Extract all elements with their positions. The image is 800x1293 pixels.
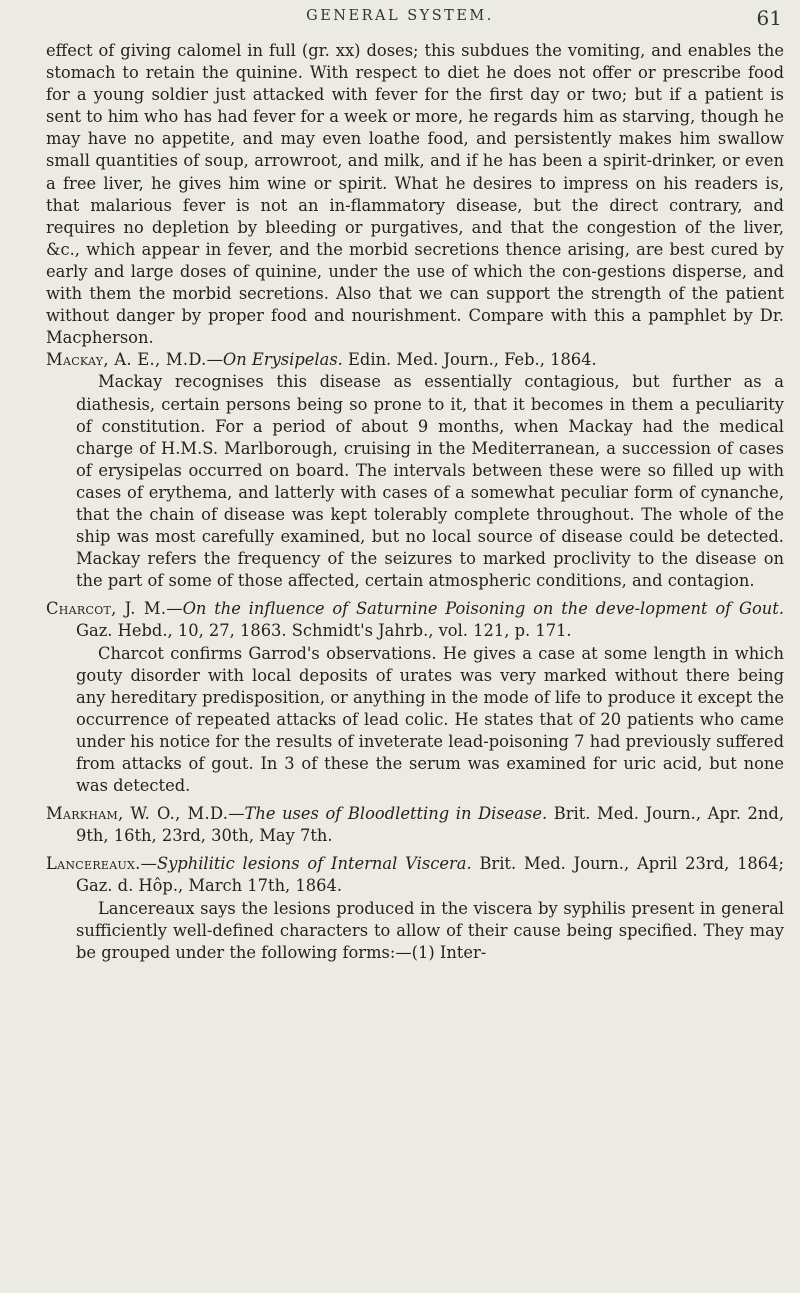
- bibliography-entry-mackay: [46, 349, 784, 592]
- entry-summary: Charcot confirms Garrod's observations. He gives a case at some length in which gouty disorder with local deposits of urates was very marked without there being any hereditary predisposition, or anything in the mode of life to produce it except the occurrence of repeated attacks of lead colic. He states that of 20 patients who came under his notice for the results of inveterate lead-poisoning 7 had previously suffered from attacks of gout. In 3 of these the serum was examined for uric acid, but none was detected.: [76, 643, 784, 796]
- entry-reference: [46, 803, 784, 847]
- entry-title: On the influence of Saturnine Poisoning on the deve-lopment of Gout.: [182, 599, 784, 619]
- entry-separator: —: [228, 804, 245, 824]
- entry-separator: —: [140, 854, 157, 874]
- entry-title: The uses of Bloodletting in Disease.: [244, 804, 548, 824]
- continuation-paragraph: effect of giving calomel in full (gr. xx) doses; this subdues the vomiting, and enables the stomach to retain the quinine. With respect to diet he does not offer or prescribe food for a young soldier just attacked with fever for the first day or two; but if a patient is sent to him who has had fever for a week or more, he regards him as starving, though he may have no appetite, and may even loathe food, and persistently makes him swallow small quantities of soup, arrowroot, and milk, and if he has been a spirit-drinker, or even a free liver, he gives him wine or spirit. What he desires to impress on his readers is, that malarious fever is not an in-flammatory disease, but the direct contrary, and requires no depletion by bleeding or purgatives, and that the congestion of the liver, &c., which appear in fever, and the morbid secretions thence arising, are best cured by early and large doses of quinine, under the use of which the con-gestions disperse, and with them the morbid secretions. Also that we can support the strength of the patient without danger by proper food and nourishment. Compare with this a pamphlet by Dr. Macpherson.: [46, 41, 784, 348]
- entry-source: Gaz. Hebd., 10, 27, 1863. Schmidt's Jahrb., vol. 121, p. 171.: [76, 621, 572, 641]
- entry-title: On Erysipelas.: [222, 350, 343, 370]
- entry-summary: Lancereaux says the lesions produced in the viscera by syphilis present in general sufficiently well-defined characters to allow of their cause being specified. They may be grouped under the following forms:—(1) Inter-: [76, 898, 784, 962]
- entry-separator: —: [166, 599, 183, 619]
- page-body: [46, 40, 784, 970]
- entry-author: Markham, W. O., M.D.: [46, 804, 229, 824]
- bibliography-entry-markham: [46, 803, 784, 847]
- entry-separator: —: [206, 350, 223, 370]
- entry-summary: Mackay recognises this disease as essentially contagious, but further as a diathesis, certain persons being so prone to it, that it becomes in them a peculiarity of constitution. For a period of about 9 months, when Mackay had the medical charge of H.M.S. Marlborough, cruising in the Mediterranean, a succession of cases of erysipelas occurred on board. The intervals between these were so filled up with cases of erythema, and latterly with cases of a somewhat peculiar form of cynanche, that the chain of disease was kept tolerably complete throughout. The whole of the ship was most carefully examined, but no local source of disease could be detected. Mackay refers the frequency of the seizures to marked proclivity to the disease on the part of some of those affected, certain atmospheric conditions, and contagion.: [76, 372, 784, 591]
- bibliography-entry-lancereaux: [46, 853, 784, 963]
- entry-author: Lancereaux.: [46, 854, 141, 874]
- bibliography-entry-charcot: [46, 598, 784, 797]
- page-number: 61: [756, 6, 782, 30]
- entry-reference: [46, 853, 784, 897]
- entry-reference: [46, 349, 784, 371]
- entry-source: Brit. Med. Journ., April 23rd, 1864; Gaz. d. Hôp., March 17th, 1864.: [76, 854, 784, 896]
- running-head: GENERAL SYSTEM.: [306, 8, 494, 24]
- entry-title: Syphilitic lesions of Internal Viscera.: [156, 854, 472, 874]
- entry-author: Mackay, A. E., M.D.: [46, 350, 207, 370]
- entry-author: Charcot, J. M.: [46, 599, 167, 619]
- entry-source: Edin. Med. Journ., Feb., 1864.: [342, 350, 597, 370]
- entry-reference: [46, 598, 784, 642]
- entry-source: Brit. Med. Journ., Apr. 2nd, 9th, 16th, 23rd, 30th, May 7th.: [76, 804, 784, 846]
- page-header: [0, 6, 800, 32]
